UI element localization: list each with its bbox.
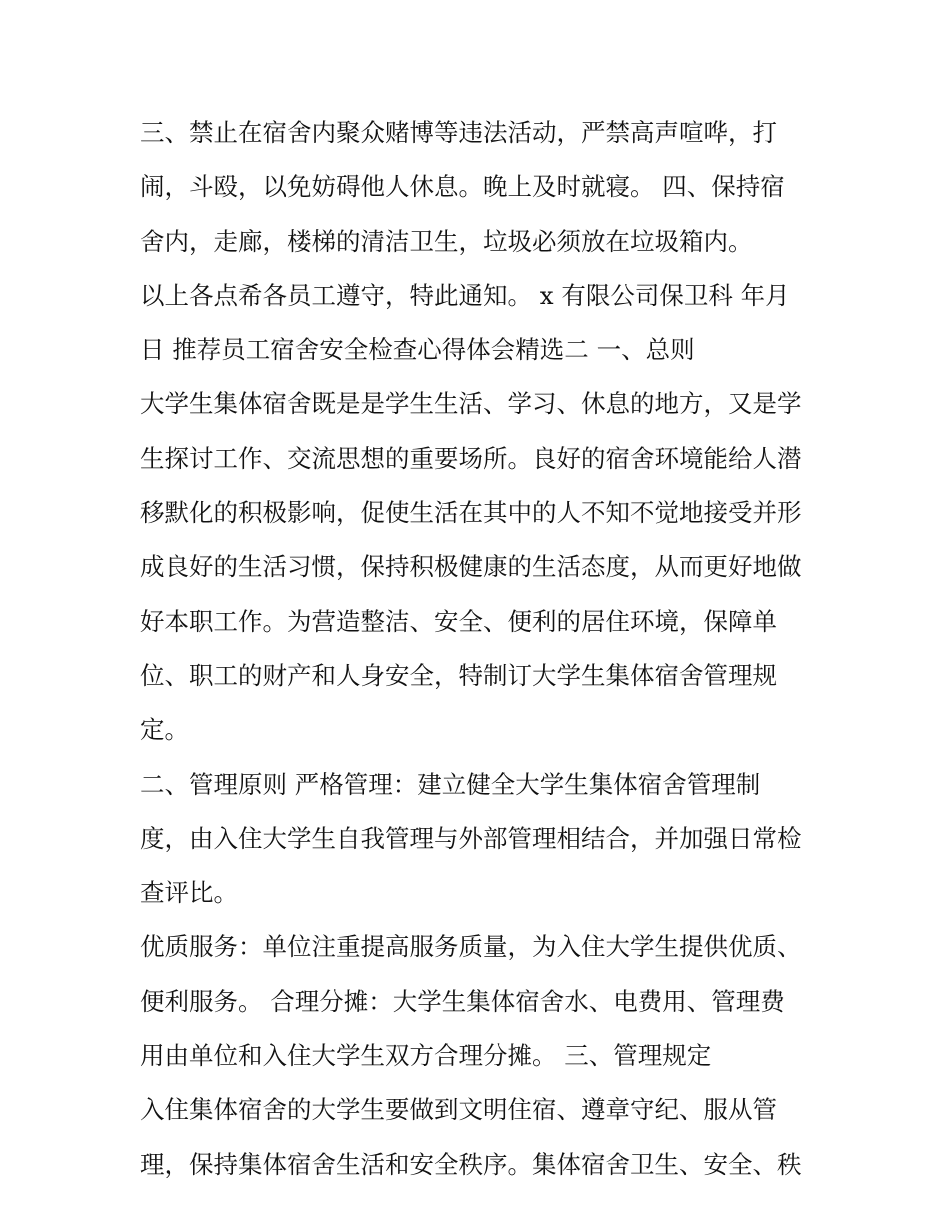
text-line: 度，由入住大学生自我管理与外部管理相结合，并加强日常检 xyxy=(140,823,802,853)
text-line: 用由单位和入住大学生双方合理分摊。 三、管理规定 xyxy=(140,1041,712,1071)
text-line: 日 推荐员工宿舍安全检查心得体会精选二 一、总则 xyxy=(140,335,695,365)
text-line: 生探讨工作、交流思想的重要场所。良好的宿舍环境能给人潜 xyxy=(140,443,802,473)
text-line: 好本职工作。为营造整洁、安全、便利的居住环境，保障单 xyxy=(140,606,777,636)
text-line: 成良好的生活习惯，保持积极健康的生活态度，从而更好地做 xyxy=(140,552,802,582)
text-line: 查评比。 xyxy=(140,878,238,908)
text-line: 三、禁止在宿舍内聚众赌博等违法活动，严禁高声喧哗，打 xyxy=(140,118,777,147)
text-line: 入住集体宿舍的大学生要做到文明住宿、遵章守纪、服从管 xyxy=(140,1095,777,1125)
text-line: 位、职工的财产和人身安全，特制订大学生集体宿舍管理规 xyxy=(140,660,777,690)
text-line: 二、管理原则 严格管理：建立健全大学生集体宿舍管理制 xyxy=(140,769,761,799)
text-line: 以上各点希各员工遵守，特此通知。 x 有限公司保卫科 年月 xyxy=(140,280,790,310)
text-line: 优质服务：单位注重提高服务质量，为入住大学生提供优质、 xyxy=(140,932,802,962)
document-body xyxy=(140,106,830,1192)
text-line: 便利服务。 合理分摊：大学生集体宿舍水、电费用、管理费 xyxy=(140,986,785,1016)
text-line: 移默化的积极影响，促使生活在其中的人不知不觉地接受并形 xyxy=(140,498,802,528)
text-line: 大学生集体宿舍既是是学生生活、学习、休息的地方，又是学 xyxy=(140,389,802,419)
text-line: 定。 xyxy=(140,715,189,745)
text-line: 理，保持集体宿舍生活和安全秩序。集体宿舍卫生、安全、秩 xyxy=(140,1149,802,1179)
text-line: 闹，斗殴，以免妨碍他人休息。晚上及时就寝。 四、保持宿 xyxy=(140,172,785,202)
text-line: 舍内，走廊，楼梯的清洁卫生，垃圾必须放在垃圾箱内。 xyxy=(140,226,753,256)
